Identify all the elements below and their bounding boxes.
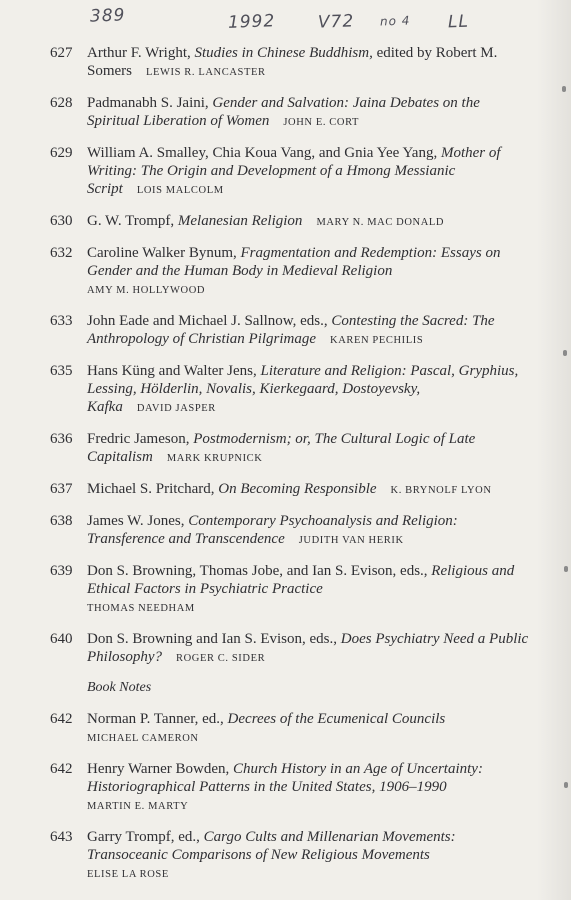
book-author: John Eade and Michael J. Sallnow, eds., (87, 313, 328, 329)
book-title: Cargo Cults and Millenarian Movements: Transoceanic Comparisons of New Religious Movements (87, 829, 456, 863)
book-author: William A. Smalley, Chia Koua Vang, and Gnia Yee Yang, (87, 145, 438, 161)
review-entry (50, 312, 530, 350)
page-number: 630 (50, 213, 73, 229)
page-number: 637 (50, 481, 73, 497)
page-number: 632 (50, 245, 73, 261)
reviewer-name: MARY N. MAC DONALD (316, 217, 445, 228)
entry-text (87, 244, 530, 300)
entry-text (87, 828, 530, 884)
review-entry (50, 430, 530, 468)
review-entry (50, 244, 530, 300)
book-title: Gender and Salvation: Jaina Debates on the Spiritual Liberation of Women (87, 95, 480, 129)
margin-mark (563, 350, 567, 356)
review-entry (50, 212, 530, 232)
entry-text (87, 144, 530, 200)
entry-text (87, 44, 530, 82)
book-author: Arthur F. Wright, (87, 45, 191, 61)
review-entry (50, 828, 530, 884)
reviewer-name: JUDITH VAN HERIK (298, 535, 404, 546)
page-number: 642 (50, 761, 73, 777)
book-title: Contemporary Psychoanalysis and Religion: Transference and Transcendence (87, 513, 458, 547)
book-title: On Becoming Responsible (218, 481, 377, 497)
entry-text (87, 630, 530, 668)
review-entry (50, 710, 530, 748)
margin-mark (562, 86, 566, 92)
book-author: James W. Jones, (87, 513, 185, 529)
page-number: 638 (50, 513, 73, 529)
book-author: Hans Küng and Walter Jens, (87, 363, 257, 379)
entry-text (87, 512, 530, 550)
reviewer-name: LOIS MALCOLM (136, 185, 224, 196)
reviewer-name: THOMAS NEEDHAM (87, 603, 195, 614)
page-number: 643 (50, 829, 73, 845)
entry-text (87, 94, 530, 132)
page-number: 629 (50, 145, 73, 161)
book-title: Religious and Ethical Factors in Psychiatric Practice (87, 563, 515, 597)
reviewer-name: ELISE LA ROSE (87, 869, 169, 880)
page-number: 640 (50, 631, 73, 647)
book-author: Padmanabh S. Jaini, (87, 95, 209, 111)
review-entry (50, 480, 530, 500)
handwritten-volume: V72 (317, 11, 355, 33)
book-author: Garry Trompf, ed., (87, 829, 200, 845)
book-title: Church History in an Age of Uncertainty: Historiographical Patterns in the United States, 1906–1990 (87, 761, 483, 795)
entry-text (87, 562, 530, 618)
book-author: Caroline Walker Bynum, (87, 245, 237, 261)
margin-mark (564, 782, 568, 788)
reviewer-name: K. BRYNOLF LYON (390, 485, 492, 496)
page-edge-shadow (537, 0, 571, 900)
book-author: Norman P. Tanner, ed., (87, 711, 224, 727)
book-title: Mother of Writing: The Origin and Development of a Hmong Messianic Script (87, 145, 501, 197)
reviewer-name: JOHN E. CORT (283, 117, 360, 128)
entry-text (87, 212, 530, 232)
entry-text (87, 710, 530, 748)
reviewer-name: ROGER C. SIDER (176, 653, 266, 664)
reviewer-name: DAVID JASPER (136, 403, 216, 414)
book-author: Don S. Browning, Thomas Jobe, and Ian S. Evison, eds., (87, 563, 428, 579)
book-title: Studies in Chinese Buddhism, (194, 45, 373, 61)
book-title: Decrees of the Ecumenical Councils (227, 711, 446, 727)
section-heading-book-notes: Book Notes (87, 680, 152, 695)
book-author: Henry Warner Bowden, (87, 761, 230, 777)
entry-text (87, 480, 530, 500)
review-entry (50, 44, 530, 82)
entry-text (87, 760, 530, 816)
review-entry (50, 630, 530, 668)
review-entry (50, 94, 530, 132)
book-title: Fragmentation and Redemption: Essays on Gender and the Human Body in Medieval Religion (87, 245, 501, 279)
book-title: Literature and Religion: Pascal, Gryphius, Lessing, Hölderlin, Novalis, Kierkegaard, Dostoyevsky, Kafka (87, 363, 519, 415)
reviewer-name: MARTIN E. MARTY (87, 801, 189, 812)
reviews-list (50, 44, 530, 668)
handwritten-initials: LL (447, 11, 470, 33)
entry-text (87, 312, 530, 350)
page-number: 639 (50, 563, 73, 579)
reviewer-name: AMY M. HOLLYWOOD (87, 285, 206, 296)
book-author: G. W. Trompf, (87, 213, 175, 229)
handwritten-issue: no 4 (379, 13, 411, 29)
entry-text (87, 430, 530, 468)
page-number: 633 (50, 313, 73, 329)
review-entry (50, 362, 530, 418)
editor-credit: edited by Robert M. Somers (87, 45, 498, 79)
reviewer-name: KAREN PECHILIS (330, 335, 424, 346)
reviewer-name: LEWIS R. LANCASTER (146, 67, 266, 78)
page-number: 635 (50, 363, 73, 379)
page-number: 636 (50, 431, 73, 447)
handwritten-annotations (0, 4, 571, 48)
reviewer-name: MARK KRUPNICK (166, 453, 263, 464)
page-number: 628 (50, 95, 73, 111)
book-notes-list (50, 710, 530, 884)
contents-list (50, 44, 530, 896)
entry-text (87, 362, 530, 418)
handwritten-year: 1992 (227, 11, 276, 33)
review-entry (50, 512, 530, 550)
book-title: Contesting the Sacred: The Anthropology of Christian Pilgrimage (87, 313, 495, 347)
review-entry (50, 760, 530, 816)
reviewer-name: MICHAEL CAMERON (87, 733, 199, 744)
handwritten-number: 389 (89, 5, 126, 27)
book-title: Postmodernism; or, The Cultural Logic of Late Capitalism (87, 431, 476, 465)
book-author: Michael S. Pritchard, (87, 481, 215, 497)
review-entry (50, 144, 530, 200)
book-author: Don S. Browning and Ian S. Evison, eds., (87, 631, 337, 647)
book-title: Melanesian Religion (177, 213, 303, 229)
review-entry (50, 562, 530, 618)
page-number: 642 (50, 711, 73, 727)
margin-mark (564, 566, 568, 572)
book-author: Fredric Jameson, (87, 431, 190, 447)
page-number: 627 (50, 45, 73, 61)
book-title: Does Psychiatry Need a Public Philosophy? (87, 631, 529, 665)
